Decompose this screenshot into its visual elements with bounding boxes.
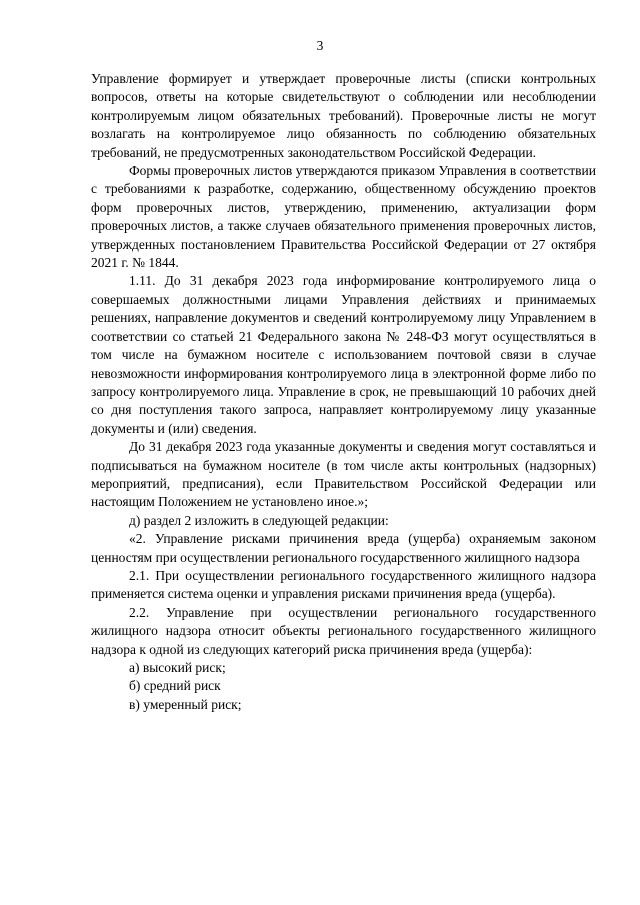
- list-item: а) высокий риск;: [129, 660, 226, 675]
- page-number: 3: [316, 38, 324, 53]
- paragraph: д) раздел 2 изложить в следующей редакции:: [129, 512, 389, 528]
- paragraph: 1.11. До 31 декабря 2023 года информирование контролируемого лица о совершаемых должностными лицами Управления действиях и принимаемых решениях, направление документов и сведений контролируемому лицу Управлением в соответствии со статьей 21 Федерального закона № 248-ФЗ могут осуществляться в том числе на бумажном носителе с использованием почтовой связи в случае невозможности информирования контролируемого лица в электронной форме либо по запросу контролируемого лица. Управление в срок, не превышающий 10 рабочих дней со дня поступления такого запроса, направляет контролируемому лицу указанные документы и (или) сведения.: [91, 273, 596, 436]
- section-heading: «2. Управление рисками причинения вреда (ущерба) охраняемым законом ценностям при осуществлении регионального государственного жилищного надзора: [91, 531, 596, 565]
- list-item: в) умеренный риск;: [129, 696, 242, 712]
- document-body: [91, 70, 596, 714]
- list-item: б) средний риск: [129, 678, 221, 694]
- paragraph: До 31 декабря 2023 года указанные документы и сведения могут составляться и подписываться на бумажном носителе (в том числе акты контрольных (надзорных) мероприятий, предписания), если Правительством Российской Федерации или настоящим Положением не установлено иное.»;: [91, 439, 596, 510]
- paragraph: 2.1. При осуществлении регионального государственного жилищного надзора применяется система оценки и управления рисками причинения вреда (ущерба).: [91, 567, 596, 602]
- paragraph: 2.2. Управление при осуществлении регионального государственного жилищного надзора относит объекты регионального государственного жилищного надзора к одной из следующих категорий риска причинения вреда (ущерба):: [91, 604, 596, 657]
- paragraph: Формы проверочных листов утверждаются приказом Управления в соответствии с требованиями к разработке, содержанию, общественному обсуждению проектов форм проверочных листов, утверждению, применению, актуализации форм проверочных листов, а также случаев обязательного применения проверочных листов, утвержденных постановлением Правительства Российской Федерации от 27 октября 2021 г. № 1844.: [91, 163, 596, 271]
- paragraph: Управление формирует и утверждает проверочные листы (списки контрольных вопросов, ответы на которые свидетельствуют о соблюдении или несоблюдении контролируемым лицом обязательных требований). Проверочные листы не могут возлагать на контролируемое лицо обязанность по соблюдению обязательных требований, не предусмотренных законодательством Российской Федерации.: [91, 71, 596, 160]
